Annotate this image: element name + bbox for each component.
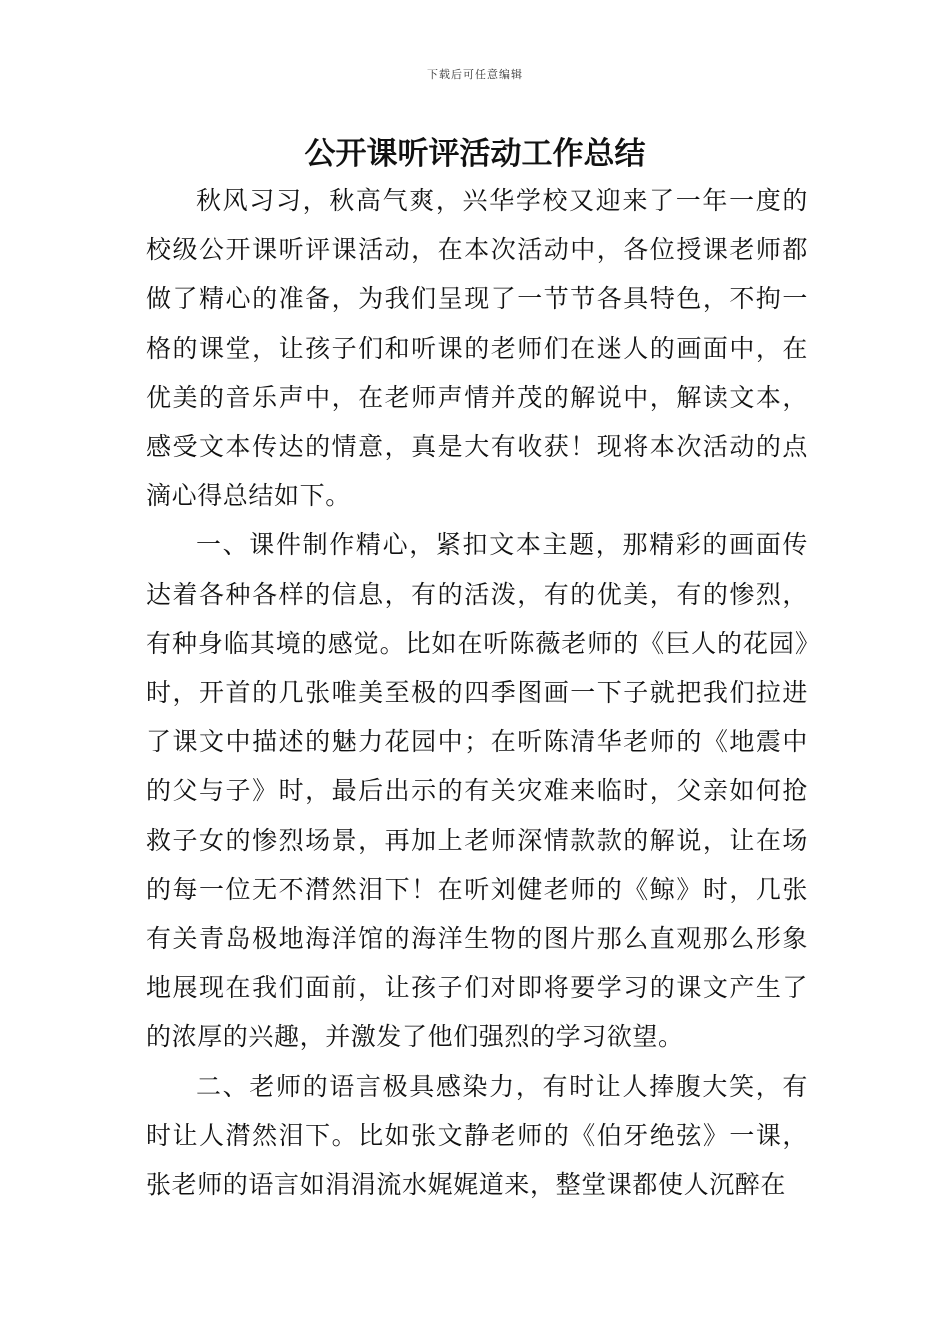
paragraph-point-one: 一、课件制作精心，紧扣文本主题，那精彩的画面传达着各种各样的信息，有的活泼，有的优美，有的惨烈，有种身临其境的感觉。比如在听陈薇老师的《巨人的花园》时，开首的几张唯美至极的四季图画一下子就把我们拉进了课文中描述的魅力花园中；在听陈清华老师的《地震中的父与子》时，最后出示的有关灾难来临时，父亲如何抢救子女的惨烈场景，再加上老师深情款款的解说，让在场的每一位无不潸然泪下！在听刘健老师的《鲸》时，几张有关青岛极地海洋馆的海洋生物的图片那么直观那么形象地展现在我们面前，让孩子们对即将要学习的课文产生了的浓厚的兴趣，并激发了他们强烈的学习欲望。: [146, 530, 808, 1052]
document-title: 公开课听评活动工作总结: [304, 136, 646, 172]
paragraph-intro: 秋风习习，秋高气爽，兴华学校又迎来了一年一度的校级公开课听评课活动，在本次活动中，各位授课老师都做了精心的准备，为我们呈现了一节节各具特色，不拘一格的课堂，让孩子们和听课的老师们在迷人的画面中，在优美的音乐声中，在老师声情并茂的解说中，解读文本，感受文本传达的情意，真是大有收获！现将本次活动的点滴心得总结如下。: [146, 186, 808, 511]
document-body: [146, 176, 808, 1209]
header-note: 下载后可任意编辑: [427, 68, 523, 81]
paragraph-point-two: 二、老师的语言极具感染力，有时让人捧腹大笑，有时让人潸然泪下。比如张文静老师的《伯牙绝弦》一课，张老师的语言如涓涓流水娓娓道来，整堂课都使人沉醉在: [146, 1071, 808, 1200]
